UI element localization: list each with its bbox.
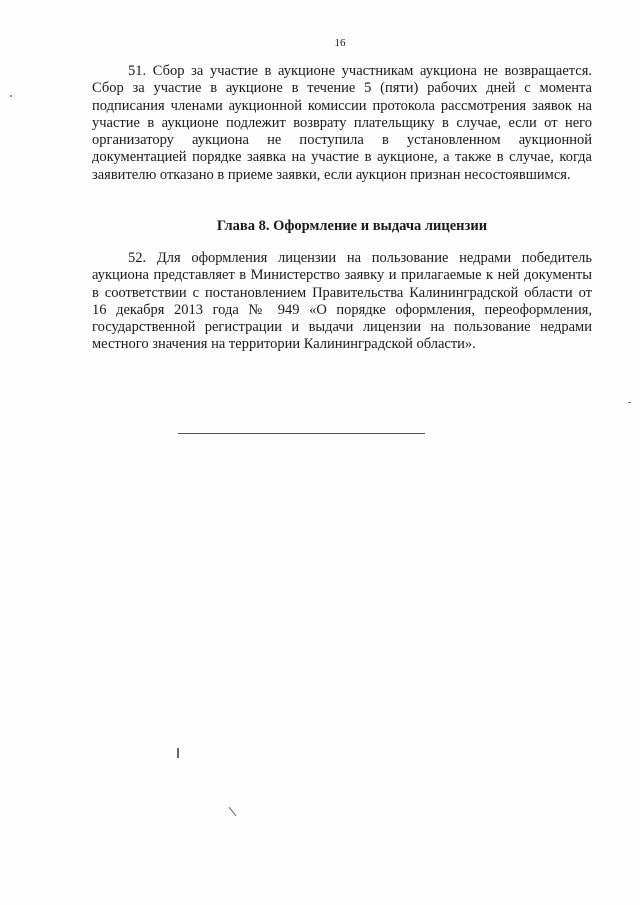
paragraph-52: 52. Для оформления лицензии на пользование недрами победитель аукциона представляет в Министерство заявку и прилагаемые к ней документы в соответствии с постановлением Правительства Калининградской области от 16 декабря 2013 года № 949 «О порядке оформления, переоформления, государственной регистрации и выдачи лицензии на пользование недрами местного значения на территории Калининградской области».: [92, 250, 592, 353]
scan-speck: [628, 402, 631, 403]
scan-speck: [229, 807, 237, 816]
end-of-text-rule: [178, 433, 425, 434]
paragraph-51-block: [92, 63, 592, 184]
scan-speck: [10, 95, 12, 97]
chapter-8-title: Глава 8. Оформление и выдача лицензии: [216, 218, 488, 234]
paragraph-51: 51. Сбор за участие в аукционе участникам аукциона не возвращается. Сбор за участие в аукционе в течение 5 (пяти) рабочих дней с момента подписания членами аукционной комиссии протокола рассмотрения заявок на участие в аукционе подлежит возврату плательщику в случае, если от него организатору аукциона не поступила в установленном аукционной документацией порядке заявка на участие в аукционе, а также в случае, когда заявителю отказано в приеме заявки, если аукцион признан несостоявшимся.: [92, 63, 592, 183]
scan-speck: [177, 748, 179, 758]
paragraph-52-block: [92, 250, 592, 354]
page-number: 16: [334, 37, 346, 49]
